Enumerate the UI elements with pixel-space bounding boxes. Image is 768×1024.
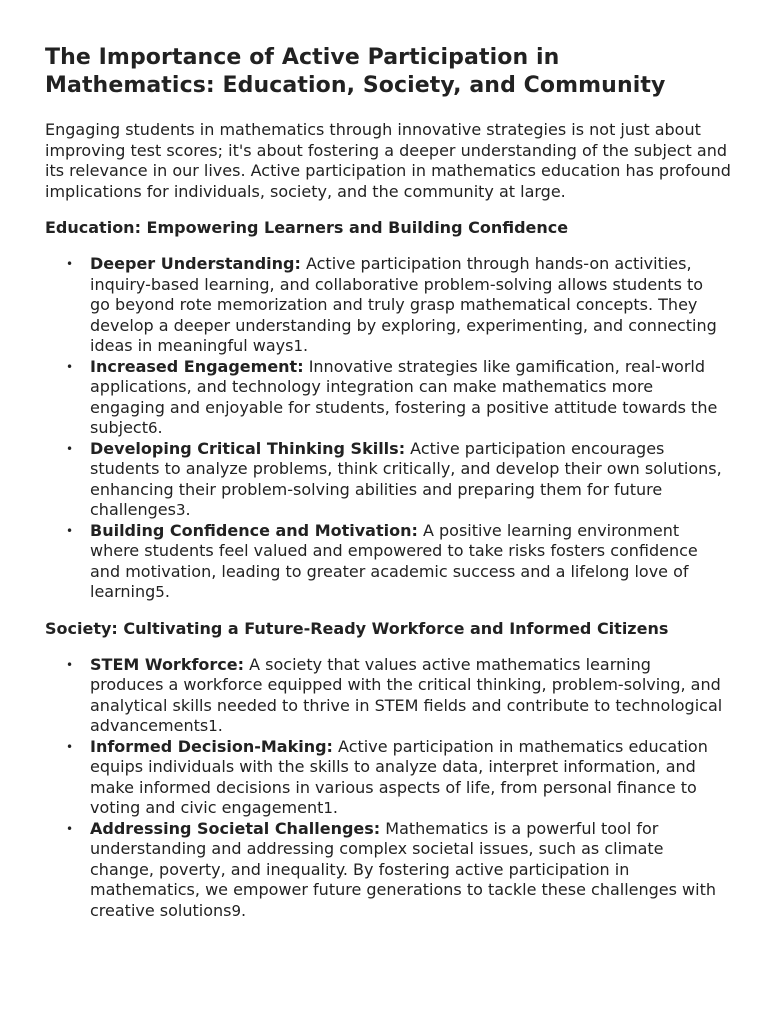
- item-end: .: [217, 716, 223, 735]
- item-term: Increased Engagement:: [90, 356, 304, 376]
- item-end: .: [185, 500, 191, 519]
- item-end: .: [303, 336, 309, 355]
- list-item: [90, 737, 726, 819]
- section-heading: Society: Cultivating a Future-Ready Workforce and Informed Citizens: [45, 618, 669, 638]
- bullet-list: [45, 655, 728, 922]
- list-item: [90, 439, 726, 521]
- citation-marker[interactable]: 5: [155, 583, 165, 601]
- item-text: Active participation in mathematics education equips individuals with the skills to analyze data, interpret information, and make informed decisions in various aspects of life, from personal finance to voting and civic engagement: [90, 736, 708, 817]
- item-text: Innovative strategies like gamification, real-world applications, and technology integration can make mathematics more engaging and enjoyable for students, fostering a positive attitude towards the subject: [90, 356, 718, 437]
- item-term: STEM Workforce:: [90, 654, 245, 674]
- item-end: .: [157, 418, 163, 437]
- page-title: The Importance of Active Participation in Mathematics: Education, Society, and Community: [45, 45, 666, 98]
- item-term: Deeper Understanding:: [90, 254, 301, 273]
- citation-marker[interactable]: 3: [175, 501, 186, 519]
- item-text: A positive learning environment where students feel valued and empowered to take risks fosters confidence and motivation, leading to greater academic success and a lifelong love of learning: [90, 520, 698, 601]
- item-term: Addressing Societal Challenges:: [90, 818, 381, 838]
- item-text: Active participation encourages students to analyze problems, think critically, and develop their own solutions, enhancing their problem-solving abilities and preparing them for future challenges: [90, 438, 722, 519]
- list-item: [90, 357, 726, 439]
- list-item: [90, 655, 726, 737]
- item-end: .: [164, 582, 170, 601]
- item-text: A society that values active mathematics learning produces a workforce equipped with the critical thinking, problem-solving, and analytical skills needed to thrive in STEM fields and contribute to technological advancements: [90, 654, 723, 735]
- citation-marker[interactable]: 9: [231, 901, 242, 920]
- item-term: Building Confidence and Motivation:: [90, 520, 418, 540]
- section-society: [45, 619, 728, 922]
- item-end: .: [332, 798, 339, 817]
- item-term: Informed Decision-Making:: [90, 736, 333, 756]
- citation-marker[interactable]: 1: [293, 337, 304, 355]
- section-education: [45, 218, 728, 603]
- citation-marker[interactable]: 6: [148, 419, 158, 437]
- citation-marker[interactable]: 1: [323, 799, 333, 817]
- list-item: [90, 521, 726, 603]
- citation-marker[interactable]: 1: [208, 717, 218, 735]
- section-heading: Education: Empowering Learners and Building Confidence: [45, 218, 569, 237]
- intro-paragraph: Engaging students in mathematics through innovative strategies is not just about improving test scores; it's about fostering a deeper understanding of the subject and its relevance in our lives. Active participation in mathematics education has profound implications for individuals, society, and the community at large.: [45, 120, 731, 201]
- item-end: .: [241, 900, 247, 920]
- item-text: Mathematics is a powerful tool for understanding and addressing complex societal issues, such as climate change, poverty, and inequality. By fostering active participation in mathematics, we empower future generations to tackle these challenges with creative solutions: [90, 818, 716, 920]
- bullet-list: [45, 254, 728, 603]
- item-text: Active participation through hands-on activities, inquiry-based learning, and collaborative problem-solving allows students to go beyond rote memorization and truly grasp mathematical concepts. They develop a deeper understanding by exploring, experimenting, and connecting ideas in meaningful ways: [90, 254, 717, 355]
- item-term: Developing Critical Thinking Skills:: [90, 438, 406, 458]
- list-item: [90, 254, 726, 357]
- list-item: [90, 819, 726, 922]
